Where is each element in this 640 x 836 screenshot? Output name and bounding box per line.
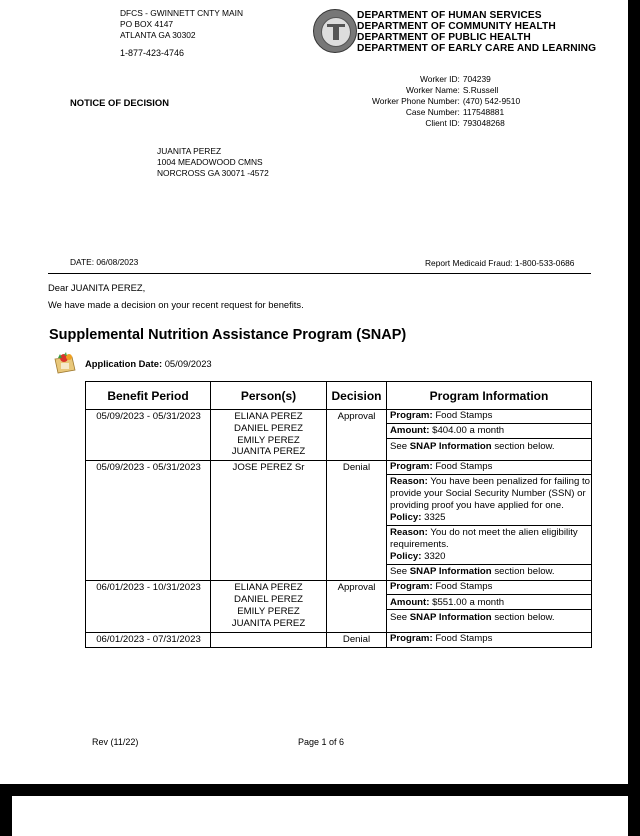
info-key: SNAP Information	[409, 566, 492, 578]
info-key: Reason:	[390, 476, 428, 488]
divider	[48, 273, 591, 274]
program-info-cell	[387, 461, 592, 581]
worker-value: 793048268	[462, 118, 505, 128]
worker-info	[372, 74, 520, 129]
persons-cell	[211, 410, 327, 461]
benefit-period: 05/09/2023 - 05/31/2023	[86, 410, 211, 461]
benefit-period: 06/01/2023 - 10/31/2023	[86, 581, 211, 632]
office-line: PO BOX 4147	[120, 19, 174, 29]
info-value: You have been penalized for failing to provide your Social Security Number (SSN) or providing proof you have applied for one.	[390, 476, 591, 512]
worker-label: Case Number:	[405, 107, 460, 117]
table-header-row	[86, 382, 592, 410]
decision-cell: Denial	[327, 632, 387, 648]
info-line	[387, 441, 591, 454]
benefit-period: 05/09/2023 - 05/31/2023	[86, 461, 211, 581]
info-value: section below.	[491, 566, 555, 578]
worker-value: 117548881	[462, 107, 505, 117]
info-text: See	[390, 611, 410, 623]
info-key: SNAP Information	[409, 611, 492, 623]
benefit-period: 06/01/2023 - 07/31/2023	[86, 632, 211, 648]
department-line: DEPARTMENT OF HUMAN SERVICES	[357, 10, 542, 21]
grocery-bag-icon	[52, 350, 78, 374]
worker-table	[372, 74, 520, 129]
person-name: ELIANA PEREZ	[234, 411, 303, 422]
worker-label: Client ID:	[425, 118, 460, 128]
office-line: DFCS - GWINNETT CNTY MAIN	[120, 8, 243, 18]
info-line	[387, 581, 591, 595]
info-value: 3320	[421, 550, 446, 562]
info-key: Program:	[390, 632, 433, 644]
table-row	[86, 632, 592, 648]
program-info-cell	[387, 632, 592, 648]
department-line: DEPARTMENT OF COMMUNITY HEALTH	[357, 21, 556, 32]
next-page-edge	[12, 796, 628, 836]
person-name: ELIANA PEREZ	[234, 582, 303, 594]
worker-value: 704239	[462, 74, 491, 84]
header-program-info: Program Information	[387, 382, 592, 410]
info-line	[387, 425, 591, 439]
recipient-line: NORCROSS GA 30071 -4572	[157, 168, 269, 178]
notice-date: DATE: 06/08/2023	[70, 257, 139, 267]
info-value: Food Stamps	[432, 581, 493, 593]
notice-title: NOTICE OF DECISION	[70, 97, 169, 108]
info-key: Program:	[390, 461, 433, 473]
department-line: DEPARTMENT OF PUBLIC HEALTH	[357, 32, 531, 43]
department-line: DEPARTMENT OF EARLY CARE AND LEARNING	[357, 43, 597, 54]
info-line	[387, 566, 591, 579]
info-line	[387, 476, 591, 525]
persons-cell	[211, 632, 327, 648]
table-row	[86, 461, 592, 581]
worker-label: Worker Name:	[406, 85, 460, 95]
application-date	[85, 358, 212, 369]
application-date-label: Application Date:	[85, 358, 163, 369]
header-persons: Person(s)	[211, 382, 327, 410]
info-key: Amount:	[390, 425, 430, 437]
worker-value: S.Russell	[462, 85, 499, 95]
info-value: You do not meet the alien eligibility requirements.	[390, 527, 578, 550]
info-key: Amount:	[390, 596, 430, 608]
benefits-table	[85, 381, 592, 648]
info-key: Reason:	[390, 527, 428, 539]
info-text: See	[390, 566, 410, 578]
info-line	[387, 612, 591, 625]
info-key: Program:	[390, 581, 433, 593]
worker-label: Worker Phone Number:	[372, 96, 460, 106]
info-value: Food Stamps	[432, 632, 493, 644]
decision-cell: Approval	[327, 410, 387, 461]
info-value: Food Stamps	[432, 461, 493, 473]
info-value: $404.00 a month	[429, 425, 505, 437]
info-line	[387, 527, 591, 564]
office-phone: 1-877-423-4746	[120, 48, 185, 58]
info-key: Policy:	[390, 550, 422, 562]
header-benefit-period: Benefit Period	[86, 382, 211, 410]
info-line	[387, 410, 591, 424]
table-row	[86, 410, 592, 461]
program-title: Supplemental Nutrition Assistance Program (SNAP)	[49, 327, 407, 343]
office-address	[120, 8, 243, 41]
info-text: See	[390, 440, 410, 452]
page-number: Page 1 of 6	[298, 737, 345, 747]
person-name: DANIEL PEREZ	[234, 594, 303, 606]
departments	[357, 10, 596, 54]
application-date-value: 05/09/2023	[164, 358, 212, 369]
person-name: JOSE PEREZ Sr	[232, 462, 305, 474]
worker-label: Worker ID:	[419, 74, 460, 84]
info-line	[387, 633, 591, 646]
info-value: $551.00 a month	[429, 596, 505, 608]
decision-cell: Denial	[327, 461, 387, 581]
worker-value: (470) 542-9510	[462, 96, 521, 106]
program-info-cell	[387, 581, 592, 632]
fraud-hotline: Report Medicaid Fraud: 1-800-533-0686	[425, 258, 575, 268]
header-decision: Decision	[327, 382, 387, 410]
intro-text: We have made a decision on your recent request for benefits.	[48, 299, 304, 310]
info-value: section below.	[491, 440, 555, 452]
persons-cell	[211, 581, 327, 632]
recipient-address	[157, 146, 269, 179]
info-value: Food Stamps	[432, 410, 493, 421]
recipient-line: 1004 MEADOWOOD CMNS	[157, 157, 263, 167]
program-info-cell	[387, 410, 592, 461]
person-name: EMILY PEREZ	[237, 605, 300, 617]
info-value: 3325	[421, 511, 446, 523]
person-name: JUANITA PEREZ	[231, 617, 306, 629]
info-key: SNAP Information	[409, 440, 492, 452]
info-key: Program:	[390, 410, 433, 421]
info-key: Policy:	[390, 511, 422, 523]
office-line: ATLANTA GA 30302	[120, 30, 196, 40]
decision-cell: Approval	[327, 581, 387, 632]
person-name: DANIEL PEREZ	[234, 422, 303, 434]
person-name: JUANITA PEREZ	[231, 446, 306, 458]
table-row	[86, 581, 592, 632]
info-line	[387, 461, 591, 475]
person-name: EMILY PEREZ	[237, 434, 300, 446]
greeting: Dear JUANITA PEREZ,	[48, 282, 146, 293]
recipient-line: JUANITA PEREZ	[157, 146, 222, 156]
info-line	[387, 597, 591, 611]
persons-cell	[211, 461, 327, 581]
revision-label: Rev (11/22)	[92, 737, 139, 747]
info-value: section below.	[491, 611, 555, 623]
state-seal-icon	[313, 9, 357, 53]
